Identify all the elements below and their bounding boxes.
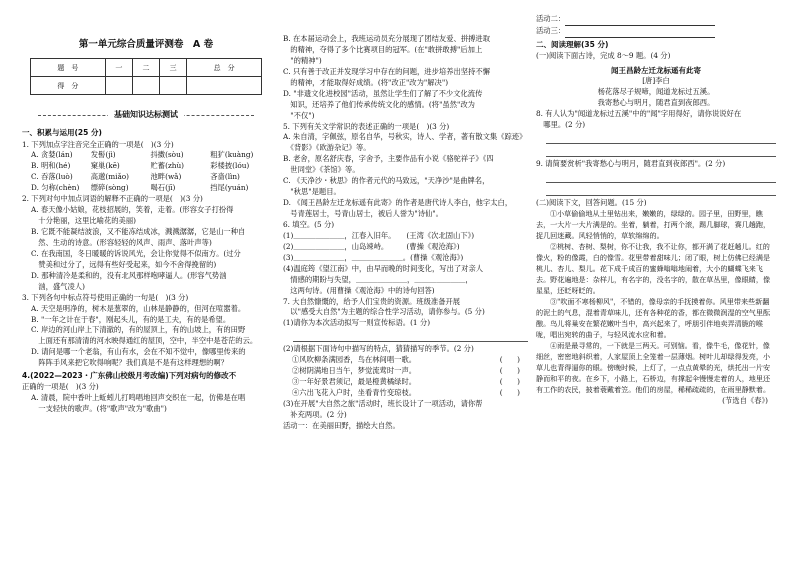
- score-table-header-row: [31, 59, 262, 77]
- score-blank-cell[interactable]: [132, 77, 159, 95]
- question-7-stem: 7. 大自然慷慨的，给予人们宝贵的资源。班级准备开展: [283, 296, 461, 306]
- column-right: [536, 0, 776, 561]
- question-4-options: [22, 393, 270, 415]
- option-line: 赞美和过分了，远得有些好受起来，如今不舍得挽留的): [31, 259, 217, 269]
- poem-guess-item: ④六出飞花入户时，坐看青竹变琼枝。 ( ): [283, 388, 528, 399]
- answer-line[interactable]: [546, 185, 776, 196]
- poem-title: 闻王昌龄左迁龙标遥有此寄: [611, 66, 701, 76]
- option-line: A. 清晨，院中香叶上蚯蚓儿打鸣唱地回声交织在一起，仿佛是在唱: [31, 393, 246, 403]
- activity-three: 活动三：: [536, 26, 776, 38]
- fill-blank-line[interactable]: (1)＿＿＿＿＿＿＿，江春入旧年。 (王湾《次北固山下》): [283, 230, 475, 240]
- answer-line[interactable]: [546, 172, 776, 183]
- question-1-option-row: B. 明和(hé) 窠巢(kē) 贮蓄(zhù) 彩楼披(lóu): [31, 161, 250, 171]
- option-line: D. 那种清冷是柔和的，没有北风那样咆哮逼人。(形容气势汹: [31, 270, 227, 280]
- question-1-stem: 1. 下列加点字注音完全正确的一项是( )(3 分): [22, 139, 174, 149]
- option-line: 上面还有那清清的河水映得通红的屋顶，空中，半空中是苍茫的云。: [31, 336, 258, 346]
- fill-blank-line[interactable]: 情感的期盼与失望，＿＿＿＿＿＿＿，＿＿＿＿＿＿＿，: [283, 274, 473, 284]
- question-4-stem-cont: 正确的一项是( )(3 分): [22, 382, 99, 392]
- question-2-options: [22, 205, 270, 293]
- reading-two-intro: (二)阅读下文，回答问题。(15 分): [536, 197, 647, 207]
- passage-paragraph: ④雨是最寻常的，一下就是三两天。可别恼。看，像牛毛，像花针，像细丝，密密地斜织着，人家屋顶上全笼着一层薄烟。树叶儿却绿得发亮，小草儿也青得逼你的眼。傍晚时候，上灯了，一点点黄晕的光，烘托出一片安静而和平的夜。在乡下，小路上，石桥边，有撑起伞慢慢走着的人，地里还有工作的农民，披着蓑戴着笠。他们的房屋，稀稀疏疏的，在雨里静默着。: [536, 340, 771, 394]
- question-1-option-row: A. 贪婪(lán) 发髻(jì) 抖擞(sòu) 粗犷(kuàng): [31, 150, 254, 160]
- option-line: 的精神，才能取得好成绩。(将"改正"改为"解决"): [283, 77, 449, 87]
- option-line: A. 天空是明净的，树木是葱翠的，山林是静静的，但河在喧嚣着。: [31, 303, 246, 313]
- poem-guess-item: ①风吹柳条满园香，鸟在林间唱一歌。 ( ): [283, 355, 528, 366]
- question-7-sub2: (2)请根据下面诗句中描写的特点，猜猜描写的季节。(2 分): [283, 344, 474, 354]
- option-line: 号青莲居士，号青山居士，被后人誉为"诗仙"。: [283, 209, 443, 218]
- question-7-stem-cont: 以"感受大自然"为主题的综合性学习活动，请你参与。(5 分): [283, 307, 485, 317]
- option-line: C. 在我南国，冬日暖暖的诉说风光，会让你觉得不似南方。(过分: [31, 248, 241, 258]
- passage-paragraph: ②桃树、杏树、梨树，你不让我，我不让你，都开满了花赶趟儿。红的像火，粉的像霞，白的像雪。花里带着甜味儿；闭了眼，树上仿佛已经满是桃儿、杏儿、梨儿。花下成千成百的蜜蜂嗡嗡地闹着，大小的蝴蝶飞来飞去。野花遍地是：杂样儿，有名字的，没名字的，散在草丛里，像眼睛，像星星，还眨呀眨的。: [536, 241, 771, 295]
- reading-one-intro: (一)阅读下面古诗，完成 8～9 题。(4 分): [536, 51, 671, 61]
- option-line: C. 岸边的河山岸上下清澈的，有的屋顶上，有的山坡上，有的田野: [31, 325, 246, 335]
- activity-three-blank[interactable]: [565, 26, 715, 38]
- question-7-sub3-cont: 补充两项。(2 分): [283, 409, 347, 419]
- passage-paragraph: ③"吹面不寒杨柳风"，不错的，像母亲的手抚摸着你。风里带来些新翻的泥土的气息，混着青草味儿，还有各种花的香，都在微微润湿的空气里酝酿。鸟儿将巢安在繁花嫩叶当中，高兴起来了，呼朋引伴地卖弄清脆的喉咙，唱出宛转的曲子，与轻风流水应和着。: [536, 296, 771, 339]
- option-line: A. 春天像小姑娘，花枝招展的，笑着，走着。(形容女子打扮得: [31, 205, 234, 215]
- option-line: "的精神"): [283, 55, 322, 65]
- answer-line[interactable]: [546, 133, 776, 144]
- fill-blank-line: 这两句诗。(用曹操《观沧海》中的诗句回答): [283, 285, 435, 295]
- option-line: 世同堂》《茶馆》等。: [283, 165, 360, 175]
- question-4-stem: 4.(2022—2023・广东佛山校级月考改编)下列对病句的修改不: [22, 371, 237, 381]
- score-cell: 得 分: [31, 77, 106, 95]
- score-table-score-row: [31, 77, 262, 95]
- answer-line[interactable]: [293, 331, 528, 342]
- option-line: 阵阵手风来把它吹得响呢？我们真是不是有这样理想的啊？: [31, 358, 229, 368]
- option-line: C. 只有善于改正并发现学习中存在的问题，进步培养出坚持不懈: [283, 66, 490, 76]
- score-cell: 一: [105, 59, 132, 77]
- option-line: A. 朱自清，字佩弦，原名自华，号秋实，诗人、学者，著有散文集《踪迹》: [283, 132, 527, 142]
- question-1-option-row: C. 吞落(luò) 高邈(miǎo) 池畔(wǎ) 吝啬(lìn): [31, 172, 240, 182]
- passage-paragraph: ①小草偷偷地从土里钻出来，嫩嫩的，绿绿的。园子里，田野里，瞧去，一大片一大片满是的。坐着，躺着，打两个滚，踢几脚球，赛几趟跑，捉几回迷藏。风轻悄悄的，草软绵绵的。: [536, 208, 771, 240]
- option-line: B. 它既不能凝结波浪，又不能冻结成冰，溅溅潺潺，它是山一种自: [31, 227, 246, 236]
- question-8-stem-cont: 哪里。(2 分): [536, 120, 586, 130]
- question-5: [283, 122, 528, 220]
- option-line: "秋思"是题目。: [283, 187, 341, 197]
- question-5-stem: 5. 下列有关文学常识的表述正确的一项是( )(3 分): [283, 121, 450, 131]
- option-line: B. "一年之计在于春"，刚起头儿，有的是工夫，有的是希望。: [31, 314, 231, 324]
- question-2-stem: 2. 下列对句中加点词语的解释不正确的一项是( )(3 分): [22, 194, 203, 204]
- part-title: 二、阅读理解(35 分): [536, 39, 609, 49]
- question-4-options-cont: [283, 34, 528, 122]
- fill-blank-line[interactable]: (3)＿＿＿＿＿＿＿，＿＿＿＿＿＿＿。(曹操《观沧海》): [283, 252, 464, 262]
- score-cell: 三: [160, 59, 187, 77]
- option-line: 一支轻快的歌声。(将"歌声"改为"歌曲"): [31, 404, 167, 414]
- part-title: 一、积累与运用(25 分): [22, 128, 102, 138]
- fill-blank-line[interactable]: (2)＿＿＿＿＿＿＿，山岛竦峙。 (曹操《观沧海》): [283, 241, 460, 251]
- fill-blank-line: (4)温庭筠《望江南》中，由早而晚的时间变化，写出了对亲人: [283, 263, 484, 273]
- option-line: C. 《天净沙・秋思》的作者元代的马致远，"天净沙"是曲牌名，: [283, 176, 490, 186]
- option-line: D. 《闻王昌龄左迁龙标遥有此寄》的作者是唐代诗人李白，他字太白，: [283, 198, 513, 208]
- section-heading: 基础知识达标测试: [22, 109, 270, 121]
- answer-paren[interactable]: ( ): [499, 366, 520, 376]
- column-left: [22, 0, 270, 561]
- option-line: 《背影》《欧游杂记》等。: [283, 143, 371, 153]
- question-6: [283, 220, 528, 297]
- question-7: [283, 297, 528, 432]
- poem-guess-item: ③一年好景君须记，最是橙黄橘绿时。 ( ): [283, 377, 528, 388]
- question-3-stem: 3. 下列各句中标点符号使用正确的一句是( )(3 分): [22, 292, 189, 302]
- option-line: D. 请问是哪一个老翁，有山有水，会在不知不觉中，像哪里传来的: [31, 347, 246, 357]
- score-table: [30, 58, 262, 95]
- activity-two-blank[interactable]: [565, 14, 715, 26]
- answer-line[interactable]: [546, 146, 776, 157]
- question-3-options: [22, 304, 270, 370]
- option-line: 然、生动的诗意。(形容轻轻的风声、雨声、落叶声等): [31, 237, 212, 247]
- question-1-option-row: D. 匀称(chèn) 缥碎(sòng) 喝石(jī) 挡尾(yuán): [31, 183, 249, 193]
- option-line: 汹，盛气凌人): [31, 281, 85, 291]
- option-line: B. 老舍，原名舒庆春，字舍予，主要作品有小说《骆驼祥子》《四: [283, 154, 494, 164]
- poem-line: 我寄愁心与明月，随君直到夜郎西。: [597, 98, 715, 108]
- score-blank-cell[interactable]: [187, 77, 262, 95]
- answer-paren[interactable]: ( ): [499, 377, 520, 387]
- poem-line: 杨花落尽子规啼，闻道龙标过五溪。: [597, 87, 715, 97]
- question-9-stem: 9. 请简要赏析"我寄愁心与明月，随君直到夜郎西"。(2 分): [536, 159, 726, 168]
- option-line: 知识，还培养了他们传承传统文化的感情。(将"虽然"改为: [283, 99, 475, 109]
- question-6-stem: 6. 填空。(5 分): [283, 219, 335, 229]
- score-blank-cell[interactable]: [105, 77, 132, 95]
- option-line: 的精神，夺得了多个比赛项目的冠军。(在"敢拼敢搏"后加上: [283, 44, 483, 54]
- answer-paren[interactable]: ( ): [499, 388, 520, 398]
- question-8-stem: 8. 有人认为"闻道龙标过五溪"中的"闻"字用得好，请你说说好在: [536, 109, 742, 119]
- score-blank-cell[interactable]: [160, 77, 187, 95]
- option-line: B. 在本届运动会上，我班运动员充分展现了团结友爱、拼搏进取: [283, 34, 491, 43]
- answer-paren[interactable]: ( ): [499, 355, 520, 365]
- option-line: "不仅"): [283, 110, 315, 120]
- passage-source: (节选自《春》): [722, 395, 768, 405]
- page-title: 第一单元综合质量评测卷 A 卷: [78, 39, 214, 50]
- score-cell: 总 分: [187, 59, 262, 77]
- score-cell: 题 号: [31, 59, 106, 77]
- question-7-sub1: (1)请你为本次活动拟写一则宣传标语。(1 分): [283, 318, 431, 328]
- activity-one: 活动一：在美丽田野，描绘大自然。: [283, 420, 400, 430]
- activity-two: 活动二：: [536, 14, 776, 26]
- poem-author: [唐]李白: [642, 76, 670, 86]
- column-middle: [283, 0, 528, 561]
- option-line: D. "非遗文化进校园"活动，虽然让学生们了解了不少文化流传: [283, 88, 483, 98]
- score-cell: 二: [132, 59, 159, 77]
- question-7-sub3: (3)在开展"大自然之旅"活动时，班长设计了一项活动，请你帮: [283, 399, 483, 408]
- option-line: 十分艳丽，这里比喻花的美丽): [31, 216, 137, 226]
- poem-guess-item: ②树阴满地日当午，梦觉流莺时一声。 ( ): [283, 366, 528, 377]
